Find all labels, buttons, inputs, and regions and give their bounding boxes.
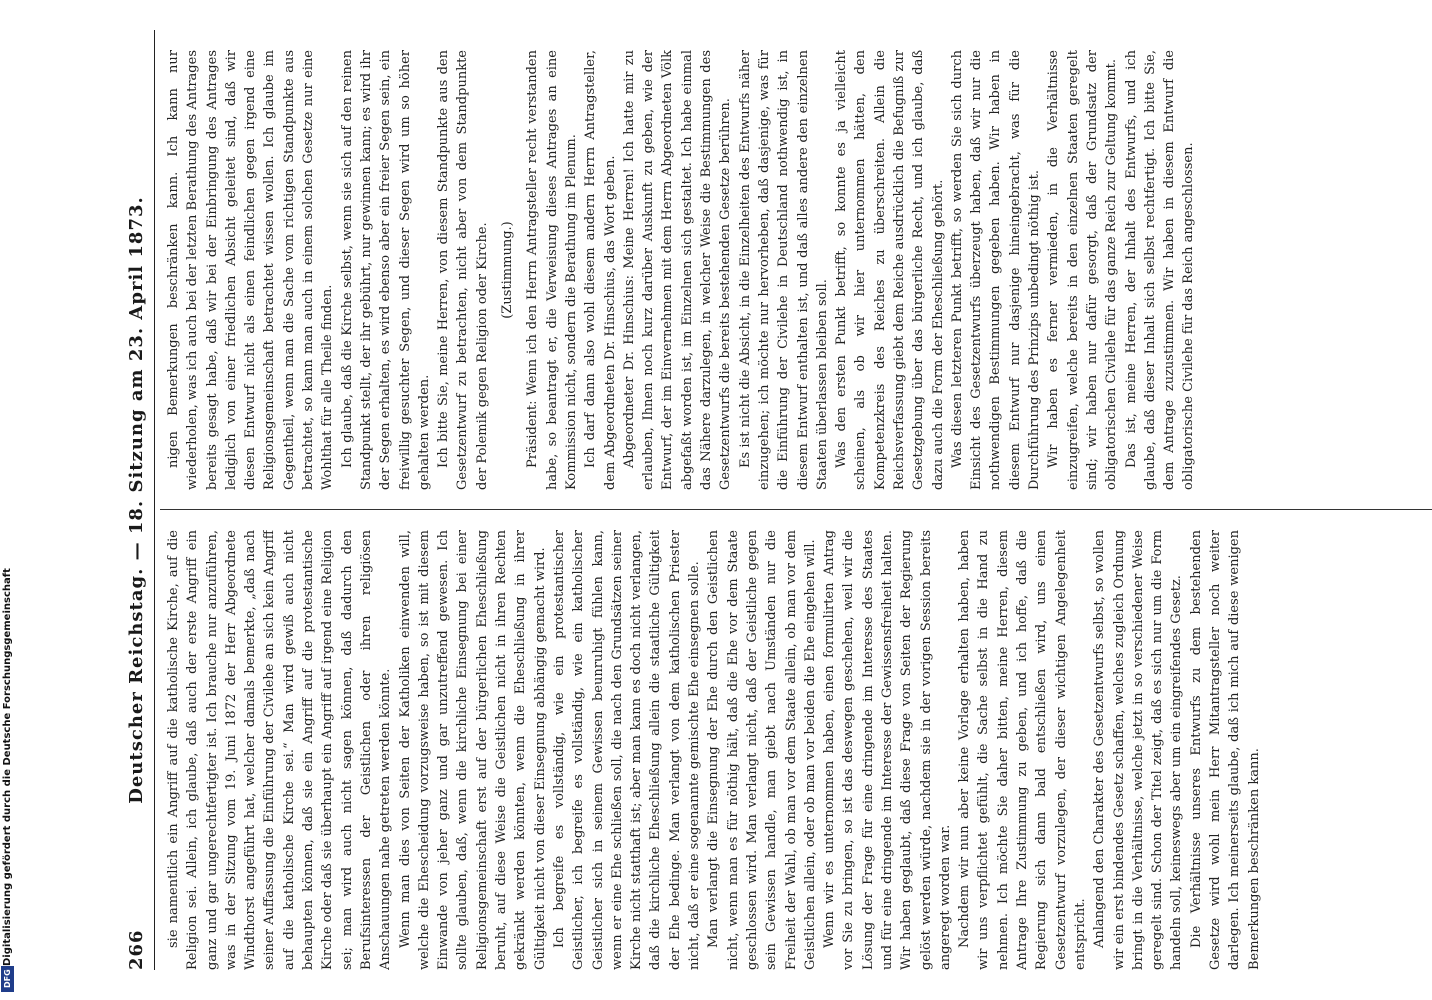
paragraph: Wenn wir es unternommen haben, einen formulirten Antrag vor Sie zu bringen, so ist das deswegen geschehen, weil wir die Lösung der Frage für eine dringende im Interesse des Staates und für eine dringende im Interesse der Gewissensfreiheit halten. Wir haben geglaubt, daß diese Frage von Seiten der Regierung gelöst werden würde, nachdem sie in der vorigen Session bereits angeregt worden war. [822, 530, 953, 970]
page-header [122, 30, 155, 970]
paragraph: Ich begreife es vollständig, wie ein protestantischer Geistlicher, ich begreife es vollständig, wie ein katholischer Geistlicher sich in seinem Gewissen beunruhigt fühlen kann, wenn er eine Ehe schließen soll, die nach den Grundsätzen seiner Kirche nicht statthaft ist; aber man kann es doch nicht verlangen, daß die kirchliche Eheschließung allein die staatliche Gültigkeit der Ehe bedinge. Man verlangt von dem katholischen Priester nicht, daß er eine sogenannte gemischte Ehe einsegnen solle. [551, 530, 703, 970]
paragraph: nigen Bemerkungen beschränken kann. Ich kann nur wiederholen, was ich auch bei der letzten Berathung des Antrages bereits gesagt habe, daß wir bei der Einbringung des Antrages lediglich von einer friedlichen Absicht geleitet sind, daß wir diesen Entwurf nicht als einen feindlichen gegen irgend eine Religionsgemeinschaft betrachtet wissen wollen. Ich glaube im Gegentheil, wenn man die Sache vom richtigen Standpunkte aus betrachtet, so kann man auch in einem solchen Gesetze nur eine Wohlthat für alle Theile finden. [166, 50, 336, 490]
paragraph: Das ist, meine Herren, der Inhalt des Entwurfs, und ich glaube, daß dieser Inhalt sich selbst rechtfertigt. Ich bitte Sie, dem Antrage zuzustimmen. Wir haben in diesem Entwurf die obligatorische Civilehe für das Reich angeschlossen. [1123, 50, 1197, 490]
running-title: Deutscher Reichstag. — 18. Sitzung am 23. April 1873. [126, 196, 147, 804]
vertical-footer [0, 0, 16, 1000]
paragraph: Ich darf dann also wohl diesem andern Herrn Antragsteller, dem Abgeordneten Dr. Hinschius, das Wort geben. [583, 50, 618, 490]
paragraph: Was den ersten Punkt betrifft, so konnte es ja vielleicht scheinen, als ob wir hier unternommen hätten, den Kompetenzkreis des Reiches zu überschreiten. Allein die Reichsverfassung giebt dem Reiche ausdrücklich die Befugniß zur Gesetzgebung über das bürgerliche Recht, und ich glaube, daß dazu auch die Form der Eheschließung gehört. [834, 50, 946, 490]
footer-credit-text: Digitalisierung gefördert durch die Deutsche Forschungsgemeinschaft [2, 568, 13, 966]
left-column [164, 530, 1432, 970]
paragraph: Ich bitte Sie, meine Herren, von diesem Standpunkte aus den Gesetzentwurf zu betrachten, nicht aber von dem Standpunkte der Polemik gegen Religion oder Kirche. [436, 50, 490, 490]
paragraph: Die Verhältnisse unseres Entwurfs zu dem bestehenden Gesetze wird wohl mein Herr Mitantragsteller noch weiter darlegen. Ich meinerseits glaube, daß ich mich auf diese wenigen Bemerkungen beschränken kann. [1188, 530, 1262, 970]
paragraph: Wenn man dies von Seiten der Katholiken einwenden will, welche die Ehescheidung vorzugsweise haben, so ist mit diesem Einwande von jeher ganz und gar unzutreffend gewesen. Ich sollte glauben, daß, wenn die kirchliche Einsegnung bei einer Religionsgemeinschaft erst auf der bürgerlichen Eheschließung beruht, auf diese Weise die Geistlichen nicht in ihren Rechten gekränkt werden könnten, wenn die Eheschließung in ihrer Gültigkeit nicht von dieser Einsegnung abhängig gemacht wird. [397, 530, 548, 970]
paragraph: (Zustimmung.) [500, 221, 516, 319]
paragraph: Abgeordneter Dr. Hinschius: Meine Herren! Ich hatte mir zu erlauben, Ihnen noch kurz darüber Auskunft zu geben, wie der Entwurf, der im Einvernehmen mit dem Herrn Abgeordneten Völk abgefaßt worden ist, im Einzelnen sich gestaltet. Ich habe einmal das Nähere darzulegen, in welcher Weise die Bestimmungen des Gesetzentwurfs die bereits bestehenden Gesetze berühren. [621, 50, 734, 490]
right-column [164, 50, 1432, 490]
paragraph: Es ist nicht die Absicht, in die Einzelheiten des Entwurfs näher einzugehen; ich möchte nur hervorheben, daß dasjenige, was für die Einführung der Civilehe in Deutschland nothwendig ist, in diesem Entwurf enthalten ist, und daß alles andere den einzelnen Staaten überlassen bleiben soll. [737, 50, 830, 490]
dfg-logo: DFG [1, 966, 14, 992]
paragraph: Man verlangt die Einsegnung der Ehe durch den Geistlichen nicht, wenn man es für nöthig hält, daß die Ehe vor dem Staate geschlossen wird. Man verlangt nicht, daß der Geistliche gegen sein Gewissen handle, man giebt nach Umständen nur die Freiheit der Wahl, ob man vor dem Staate allein, ob man vor dem Geistlichen allein, oder ob man vor beiden die Ehe eingehen will. [706, 530, 818, 970]
column-divider [160, 509, 1432, 510]
paragraph: Was diesen letzteren Punkt betrifft, so werden Sie sich durch Einsicht des Gesetzentwurfs überzeugt haben, daß wir nur die nothwendigen Bestimmungen gegeben haben. Wir haben in diesem Entwurf nur dasjenige hineingebracht, was für die Durchführung des Prinzips unbedingt nöthig ist. [949, 50, 1043, 490]
paragraph: sie namentlich ein Angriff auf die katholische Kirche, auf die Religion sei. Allein, ich glaube, daß auch der erste Angriff ein ganz und gar ungerechtfertigter ist. Ich brauche nur anzuführen, was in der Sitzung vom 19. Juni 1872 der Herr Abgeordnete Windthorst angeführt hat, welcher damals bemerkte, „daß nach seiner Auffassung die Einführung der Civilehe an sich kein Angriff auf die katholische Kirche sei.“ Man wird gewiß auch nicht behaupten können, daß sie ein Angriff auf die protestantische Kirche oder daß sie überhaupt ein Angriff auf irgend eine Religion sei; man wird auch nicht sagen können, daß dadurch den Berufsinteressen der Geistlichen oder ihren religiösen Anschauungen nahe getreten werden könnte. [166, 530, 394, 970]
paragraph: Präsident: Wenn ich den Herrn Antragsteller recht verstanden habe, so beantragt er, die Verweisung dieses Antrages an eine Kommission nicht, sondern die Berathung im Plenum. [525, 50, 579, 490]
paragraph: Anlangend den Charakter des Gesetzentwurfs selbst, so wollen wir ein erst bindendes Gesetz schaffen, welches zugleich Ordnung bringt in die Verhältnisse, welche jetzt in so verschiedener Weise geregelt sind. Schon der Titel zeigt, daß es sich nur um die Form handeln soll, keineswegs aber um ein eingreifendes Gesetz. [1092, 530, 1185, 970]
paragraph: Ich glaube, daß die Kirche selbst, wenn sie sich auf den reinen Standpunkt stellt, der ihr gebührt, nur gewinnen kann; es wird ihr der Segen erhalten, es wird ebenso aber ein freier Segen sein, ein freiwillig gesuchter Segen, und dieser Segen wird um so höher gehalten werden. [339, 50, 432, 490]
rotated-document-page [100, 0, 1432, 1000]
paragraph: Wir haben es ferner vermieden, in die Verhältnisse einzugreifen, welche bereits in den einzelnen Staaten geregelt sind; wir haben nur dafür gesorgt, daß der Grundsatz der obligatorischen Civilehe für das ganze Reich zur Geltung kommt. [1046, 50, 1120, 490]
paragraph: Nachdem wir nun aber keine Vorlage erhalten haben, haben wir uns verpflichtet gefühlt, die Sache selbst in die Hand zu nehmen. Ich möchte Sie daher bitten, meine Herren, diesem Antrage Ihre Zustimmung zu geben, und ich hoffe, daß die Regierung sich dann bald entschließen wird, uns einen Gesetzentwurf vorzulegen, der dieser wichtigen Angelegenheit entspricht. [957, 530, 1088, 970]
page-number: 266 [126, 929, 147, 970]
